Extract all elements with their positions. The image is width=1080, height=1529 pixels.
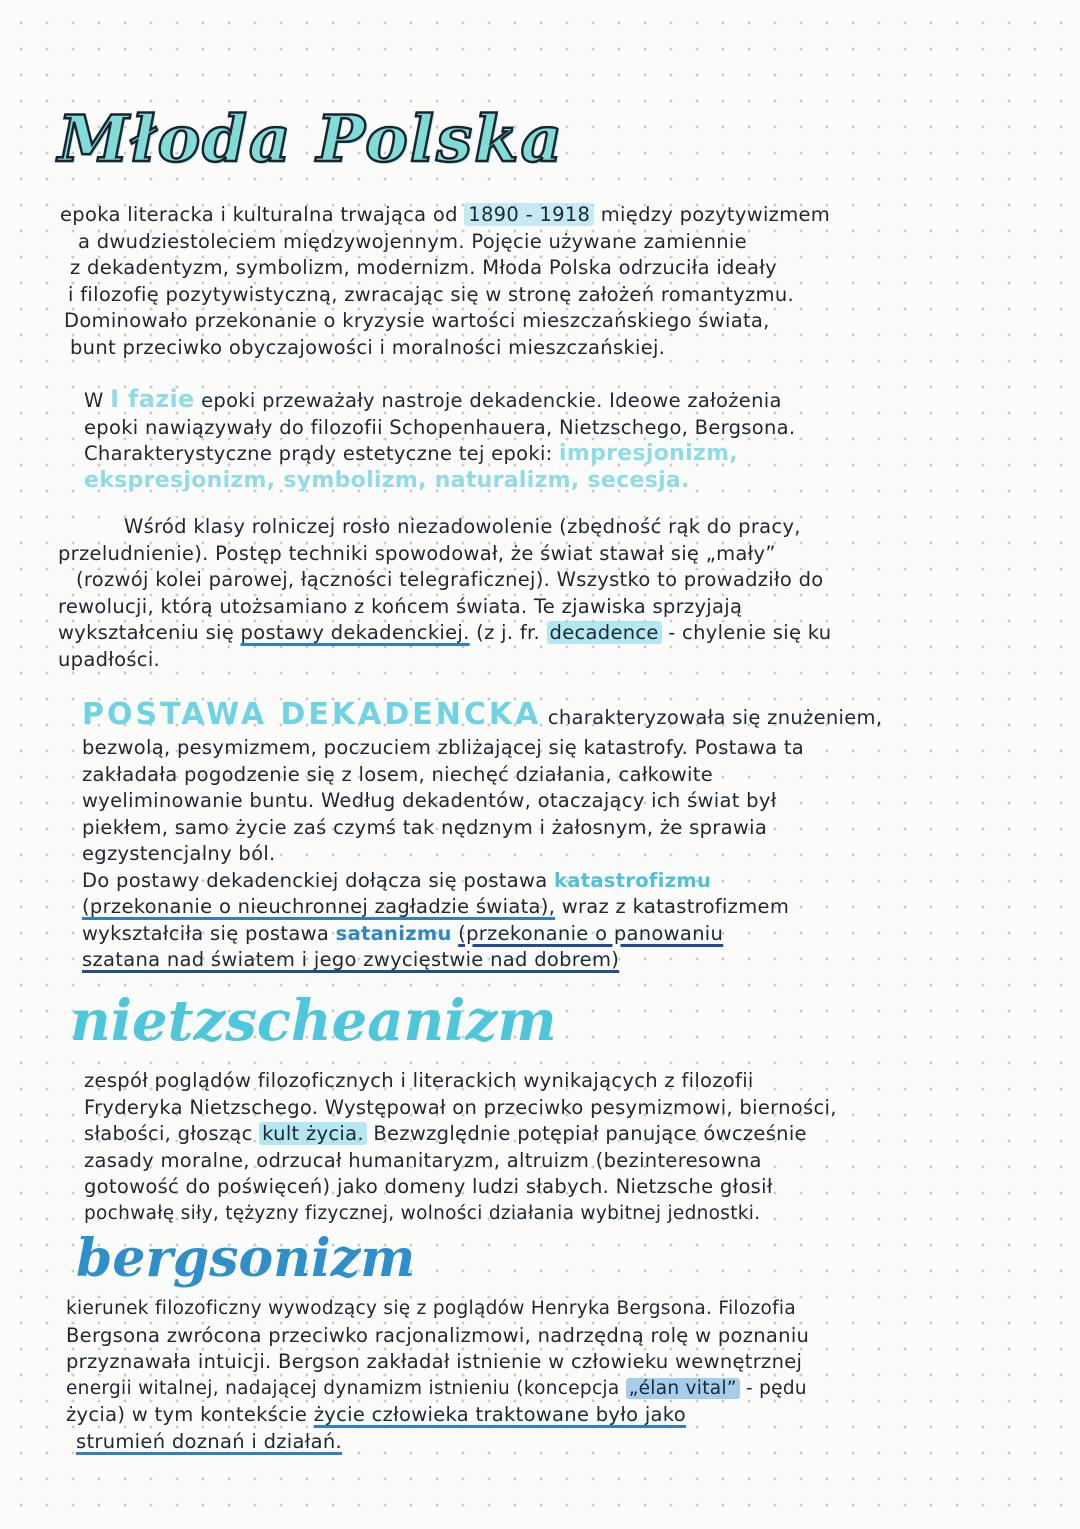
- context-text-c: - chylenie się ku: [668, 621, 832, 644]
- page-title: Młoda Polska: [58, 102, 564, 177]
- satanizm-definition-a: (przekonanie o panowaniu: [458, 921, 724, 945]
- nietzsche-line-2: Fryderyka Nietzschego. Występował on przeciwko pesymizmowi, bierności,: [84, 1095, 837, 1119]
- decadent-line-4: wyeliminowanie buntu. Według dekadentów, otaczający ich świat był: [82, 789, 777, 812]
- nietzsche-line-3: [84, 1121, 837, 1148]
- nietzscheanizm-heading: nietzscheanizm: [70, 988, 557, 1054]
- phase-text-b: Charakterystyczne prądy estetyczne tej epoki:: [84, 442, 553, 465]
- phase-label: I fazie: [110, 385, 195, 413]
- satanizm-definition-b: szatana nad światem i jego zwycięstwie nad dobrem): [82, 948, 620, 971]
- nietzsche-line-6: pochwałę siły, tężyzny fizycznej, wolności działania wybitnej jednostki.: [84, 1202, 761, 1224]
- decadent-line-9: [82, 921, 882, 948]
- decadent-line-6: egzystencjalny ból.: [82, 842, 276, 865]
- context-line-1: Wśród klasy rolniczej rosło niezadowolenie (zbędność rąk do pracy,: [124, 515, 801, 538]
- phase-line-3: [84, 441, 795, 468]
- decadent-line-2: bezwolą, pesymizmem, poczuciem zbliżającej się katastrofy. Postawa ta: [82, 736, 805, 759]
- bergson-line-4: [66, 1376, 809, 1403]
- katastrofizm-definition: (przekonanie o nieuchronnej zagładzie świata),: [82, 895, 556, 918]
- intro-line-5: Dominowało przekonanie o kryzysie wartości mieszczańskiego świata,: [64, 309, 770, 332]
- bergson-text-a: energii witalnej, nadającej dynamizm istnieniu (koncepcja: [66, 1377, 620, 1399]
- phase-line-1: [84, 386, 795, 415]
- decadent-line-1: [82, 698, 882, 735]
- phase-paragraph: [84, 386, 795, 494]
- bergson-line-2: Bergsona zwrócona przeciwko racjonalizmowi, nadrzędną rolę w poznaniu: [66, 1323, 810, 1347]
- trend-list: ekspresjonizm, symbolizm, naturalizm, secesja.: [84, 467, 690, 493]
- nietzsche-line-1: zespół poglądów filozoficznych i literackich wynikających z filozofii: [84, 1069, 754, 1092]
- decadent-heading: POSTAWA DEKADENCKA: [82, 697, 542, 732]
- bergson-text-c: życia) w tym kontekście: [66, 1403, 308, 1426]
- decadent-text-b: Do postawy dekadenckiej dołącza się postawa: [82, 868, 548, 892]
- decadent-line-8: [82, 894, 882, 921]
- nietzsche-text-a: słabości, głosząc: [84, 1122, 253, 1145]
- bergson-line-1: kierunek filozoficzny wywodzący się z poglądów Henryka Bergsona. Filozofia: [66, 1298, 796, 1319]
- decadent-text-c: wraz z katastrofizmem: [561, 895, 790, 918]
- intro-line-3: z dekadentyzm, symbolizm, modernizm. Młoda Polska odrzuciła ideały: [70, 256, 777, 279]
- date-range: 1890 - 1918: [464, 203, 594, 226]
- context-paragraph: [58, 514, 831, 673]
- context-line-2: przeludnienie). Postęp techniki spowodował, że świat stawał się „mały”: [58, 541, 776, 565]
- bergson-definition-a: życie człowieka traktowane było jako: [313, 1403, 686, 1426]
- decadent-line-5: piekłem, samo życie zaś czymś tak nędznym i żałosnym, że sprawia: [82, 815, 768, 839]
- trend-impresjonizm: impresjonizm,: [559, 441, 738, 466]
- bergson-line-5: [66, 1402, 809, 1429]
- bergsonizm-heading: bergsonizm: [76, 1228, 416, 1289]
- term-elan-vital: „élan vital”: [626, 1378, 740, 1399]
- term-satanizm: satanizmu: [335, 921, 452, 945]
- context-line-3: (rozwój kolei parowej, łączności telegraficznej). Wszystko to prowadziło do: [76, 568, 824, 591]
- nietzsche-text-b: Bezwzględnie potępiał panujące ówcześnie: [373, 1122, 807, 1145]
- decadent-section: [82, 698, 882, 974]
- nietzsche-line-4: zasady moralne, odrzucał humanitaryzm, altruizm (bezinteresowna: [84, 1148, 762, 1172]
- intro-line-6: bunt przeciwko obyczajowości i moralności mieszczańskiej.: [70, 335, 666, 359]
- intro-line-2: a dwudziestoleciem międzywojennym. Pojęcie używane zamiennie: [78, 229, 747, 253]
- intro-paragraph: [60, 202, 830, 361]
- term-katastrofizm: katastrofizmu: [553, 868, 712, 892]
- decadent-line-3: zakładała pogodzenie się z losem, niechęć działania, całkowite: [82, 762, 714, 786]
- intro-text-a: epoka literacka i kulturalna trwająca od: [60, 203, 458, 226]
- context-line-4: rewolucji, którą utożsamiano z końcem świata. Te zjawiska sprzyjają: [58, 594, 743, 618]
- bergson-definition-b: strumień doznań i działań.: [76, 1429, 343, 1453]
- context-text-a: wykształceniu się: [58, 621, 235, 644]
- nietzsche-line-5: gotowość do poświęceń) jako domeny ludzi słabych. Nietzsche głosił: [84, 1175, 773, 1198]
- term-decadence: decadence: [547, 621, 662, 644]
- context-line-5: [58, 620, 831, 647]
- phase-w: W: [84, 389, 104, 412]
- bergsonizm-section: [66, 1296, 809, 1455]
- bergson-text-b: - pędu: [745, 1377, 807, 1399]
- phase-line-2: epoki nawiązywały do filozofii Schopenhauera, Nietzschego, Bergsona.: [84, 415, 796, 439]
- decadent-text-a: charakteryzowała się znużeniem,: [547, 706, 883, 729]
- intro-line-1: [60, 202, 830, 229]
- term-postawa-dekadencka: postawy dekadenckiej.: [240, 621, 470, 644]
- phase-text-a: epoki przeważały nastroje dekadenckie. Ideowe założenia: [201, 389, 782, 412]
- intro-text-b: między pozytywizmem: [600, 203, 831, 226]
- decadent-line-7: [82, 868, 882, 895]
- bergson-line-3: przyznawała intuicji. Bergson zakładał istnienie w człowieku wewnętrznej: [66, 1350, 803, 1373]
- term-kult-zycia: kult życia.: [259, 1122, 367, 1145]
- context-text-b: (z j. fr.: [476, 621, 541, 644]
- intro-line-4: i filozofię pozytywistyczną, zwracając się w stronę założeń romantyzmu.: [68, 282, 794, 306]
- nietzscheanizm-section: [84, 1068, 837, 1227]
- context-line-6: upadłości.: [58, 647, 161, 671]
- decadent-text-d: wykształciła się postawa: [82, 921, 330, 945]
